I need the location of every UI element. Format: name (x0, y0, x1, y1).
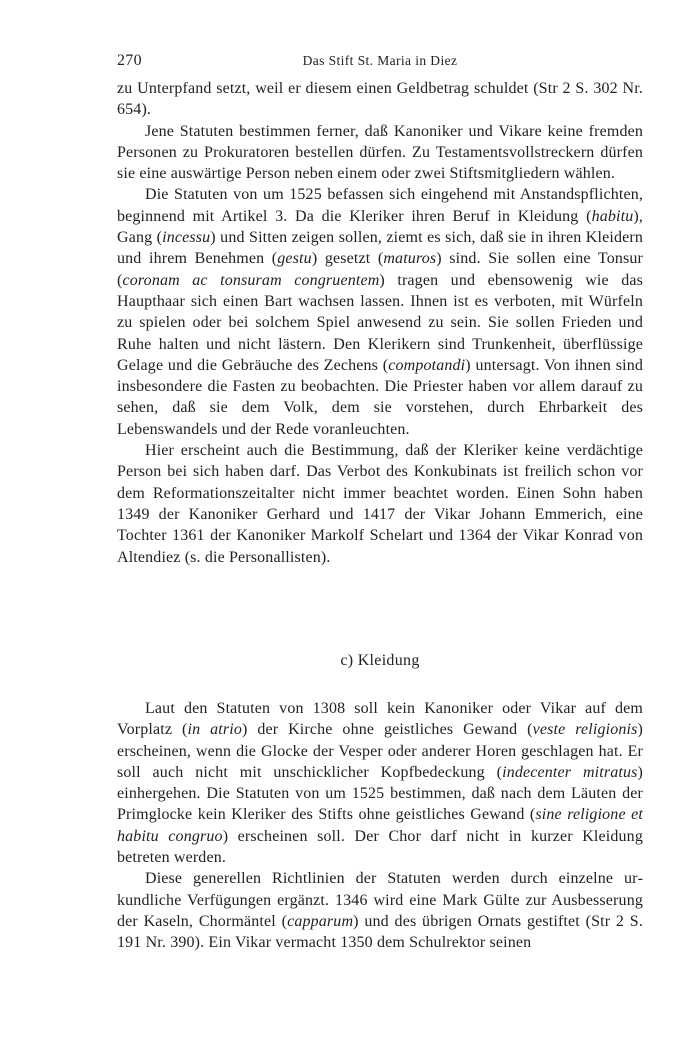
text-run: ) erscheinen soll. Der Chor darf nicht in kurzer Kleidung betreten werden. (117, 827, 643, 867)
text-run: ) gesetzt ( (311, 250, 384, 268)
text-run: ) und des übrigen Ornats gestiftet (Str 2 S. 191 Nr. 390). Ein Vikar vermacht 1350 dem Schulrektor seinen (117, 912, 643, 952)
paragraph-richtlinien (117, 868, 643, 953)
text-run: ) erscheinen, wenn die Glocke der Vesper oder anderer Horen geschlagen hat. Er soll auch nicht mit unschicklicher Kopfbedeckung ( (117, 721, 643, 781)
text-run: Jene Statuten bestimmen ferner, daß Kanoniker und Vikare keine fremden Personen zu Prokuratoren bestellen dürfen. Zu Testamentsvollstreckern dürfen sie eine auswärtige Person neben einem oder zwei Stiftsmitgliedern wählen. (117, 122, 643, 183)
text-run: ) und Sitten zeigen sollen, ziemt es sich, daß sie in ihren Kleidern und ihrem Benehmen ( (117, 229, 643, 268)
text-run: ) untersagt. Von ihnen sind insbesondere die Fasten zu beobachten. Die Priester haben vor allem darauf zu sehen, daß sie dem Volk, dem sie vorstehen, durch Ehrbarkeit des Lebenswandels und der Rede voranleuchten. (117, 356, 643, 438)
latin-term: incessu (162, 229, 211, 247)
latin-term: compotandi (388, 356, 466, 374)
text-run: Hier erscheint auch die Bestimmung, daß der Kleriker keine verdächtige Person bei sich haben darf. Das Verbot des Konkubinats ist freilich schon vor dem Reformationszeitalter nicht immer beachtet worden. Einen Sohn haben 1349 der Kanoniker Gerhard und 1417 der Vikar Johann Emmerich, eine Tochter 1361 der Kanoniker Markolf Schelart und 1364 der Vikar Konrad von Altendiez (s. die Personallisten). (117, 442, 643, 566)
latin-term: habitu (591, 207, 634, 225)
latin-term: sine religione et habitu congruo (117, 806, 643, 845)
latin-term: in atrio (187, 721, 242, 739)
text-run: Diese generellen Richtlinien der Statuten werden durch einzelne urkundliche Verfügungen ergänzt. 1346 wird eine Mark Gülte zur Ausbesserung der Kaseln, Chormäntel ( (117, 870, 643, 930)
text-run: ) sind. Sie sollen eine Tonsur ( (117, 250, 643, 289)
paragraph-continuation (117, 78, 643, 121)
paragraph-anstandspflichten (117, 184, 643, 440)
body-text-top (117, 78, 643, 568)
latin-term: maturos (383, 250, 437, 268)
latin-term: coronam ac tonsuram congruentem (122, 271, 380, 289)
section-heading: c) Kleidung (340, 652, 420, 669)
text-run: Die Statuten von um 1525 befassen sich eingehend mit Anstandspflichten, beginnend mit Artikel 3. Da die Kleriker ihren Beruf in Kleidung ( (117, 186, 643, 225)
latin-term: veste religionis (532, 721, 638, 739)
running-title: Das Stift St. Maria in Diez (302, 53, 458, 68)
body-text-kleidung (117, 698, 643, 954)
text-run: ) der Kirche ohne geistliches Gewand ( (241, 721, 533, 739)
text-run: Laut den Statuten von 1308 soll kein Kanoniker oder Vikar auf dem Vorplatz ( (117, 700, 643, 739)
text-run: ) einhergehen. Die Statuten von um 1525 bestimmen, daß nach dem Läuten der Primglocke kein Kleriker des Stifts ohne geistliches Gewand ( (117, 763, 644, 824)
text-run: zu Unterpfand setzt, weil er diesem einen Geldbetrag schuldet (Str 2 S. 302 Nr. 654). (117, 80, 643, 119)
latin-term: gestu (277, 250, 312, 268)
page-number: 270 (117, 52, 142, 69)
latin-term: indecenter mitratus (502, 763, 638, 781)
paragraph-gewand (117, 698, 643, 868)
paragraph-konkubinat (117, 440, 643, 568)
text-run: ) tragen und ebensowenig wie das Haupthaar sich einen Bart wachsen lassen. Ihnen ist es verboten, mit Würfeln zu spielen oder bei solchem Spiel anwesend zu sein. Sie sollen Frieden und Ruhe halten und nicht lästern. Den Klerikern sind Trunkenheit, überflüssige Gelage und die Gebräuche des Zechens ( (117, 271, 643, 374)
running-head (117, 52, 643, 74)
text-run: ), Gang ( (117, 207, 643, 247)
paragraph-statuten-prokuratoren (117, 121, 643, 185)
latin-term: capparum (287, 912, 354, 930)
